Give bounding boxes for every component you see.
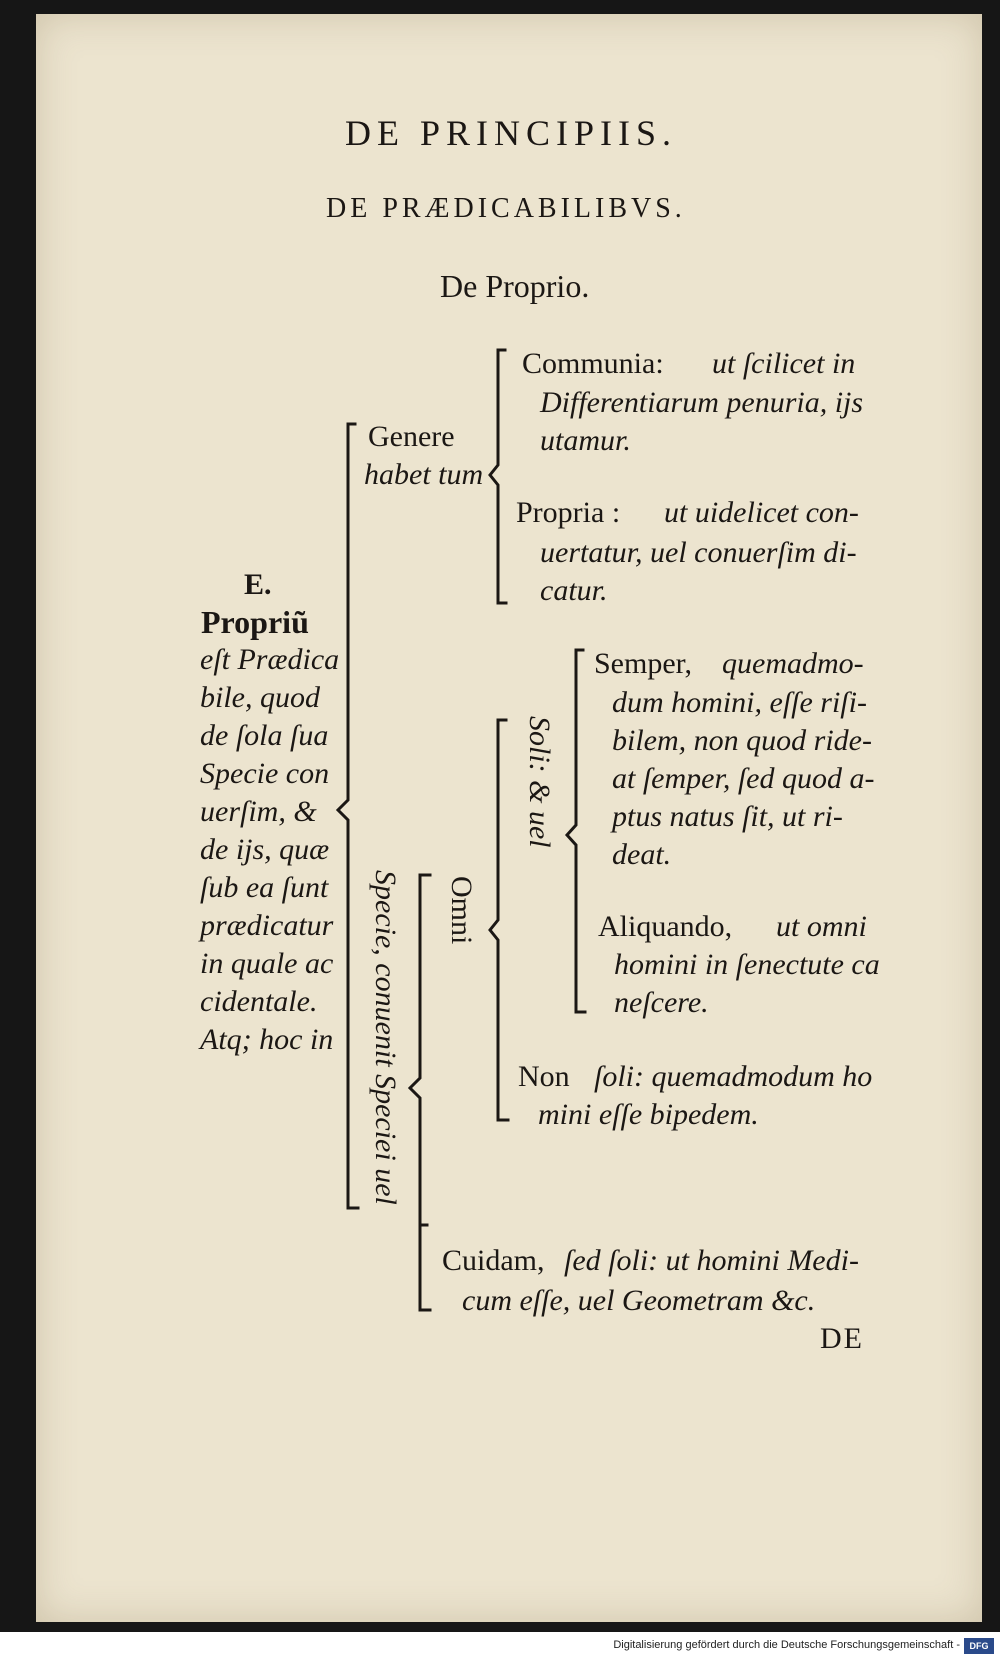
definition-line: uerſim, & (200, 795, 317, 828)
propria-head: Propria : (516, 496, 621, 529)
semper-text: bilem, non quod ride- (612, 724, 872, 757)
definition-line: ſub ea ſunt (200, 871, 329, 904)
communia-text: utamur. (540, 424, 631, 457)
definition-line: Atq; hoc in (200, 1023, 334, 1056)
digitization-footer (0, 1632, 1000, 1662)
genere-habet-label: habet tum (364, 458, 484, 491)
communia-text: ut ſcilicet in (712, 347, 856, 380)
semper-text: ptus natus ſit, ut ri- (612, 800, 843, 833)
definition-line: bile, quod (200, 681, 320, 714)
communia-head: Communia: (522, 347, 664, 380)
semper-text: at ſemper, ſed quod a- (612, 762, 875, 795)
aliquando-text: ut omni (776, 910, 867, 943)
non-soli-head: Non (518, 1060, 570, 1093)
definition-line: eſt Prædica (200, 643, 340, 676)
non-soli-text: ſoli: quemadmodum ho (594, 1060, 873, 1093)
definition-line: prædicatur (200, 909, 334, 942)
semper-head: Semper, (594, 647, 692, 680)
footer-credit: Digitalisierung gefördert durch die Deutsche Forschungsgemeinschaft - (613, 1639, 960, 1651)
soli-vertical-label: Soli: & uel (523, 716, 556, 848)
subtitle: De Proprio. (440, 268, 590, 304)
definition-line: de ſola ſua (200, 719, 329, 752)
propria-text: uertatur, uel conuerſim di- (540, 536, 857, 569)
defined-term: Propriũ (201, 604, 309, 640)
definition-line: de ijs, quæ (200, 833, 330, 866)
catchword: DE (820, 1322, 864, 1355)
semper-text: quemadmo- (722, 647, 864, 680)
section-title: DE PRÆDICABILIBVS. (326, 193, 686, 224)
cuidam-text: cum eſſe, uel Geometram &c. (462, 1284, 816, 1317)
omni-vertical-label: Omni (445, 876, 478, 945)
aliquando-text: neſcere. (614, 986, 709, 1019)
semper-text: deat. (612, 838, 672, 871)
definition-line: Specie con (200, 757, 330, 790)
cuidam-text: ſed ſoli: ut homini Medi- (564, 1244, 859, 1277)
entry-letter: E. (244, 568, 272, 601)
cuidam-head: Cuidam, (442, 1244, 545, 1277)
genere-label: Genere (368, 420, 455, 453)
non-soli-text: mini eſſe bipedem. (538, 1098, 759, 1131)
propria-text: ut uidelicet con- (664, 496, 859, 529)
running-title: DE PRINCIPIIS. (345, 113, 678, 153)
dfg-logo-icon[interactable]: DFG (964, 1638, 994, 1654)
aliquando-text: homini in ſenectute ca (614, 948, 880, 981)
aliquando-head: Aliquando, (598, 910, 733, 943)
semper-text: dum homini, eſſe riſi- (612, 686, 867, 719)
definition-line: in quale ac (200, 947, 334, 980)
propria-text: catur. (540, 574, 608, 607)
communia-text: Differentiarum penuria, ijs (540, 386, 864, 419)
definition-line: cidentale. (200, 985, 318, 1018)
specie-vertical-label: Specie, conuenit Speciei uel (369, 870, 402, 1205)
